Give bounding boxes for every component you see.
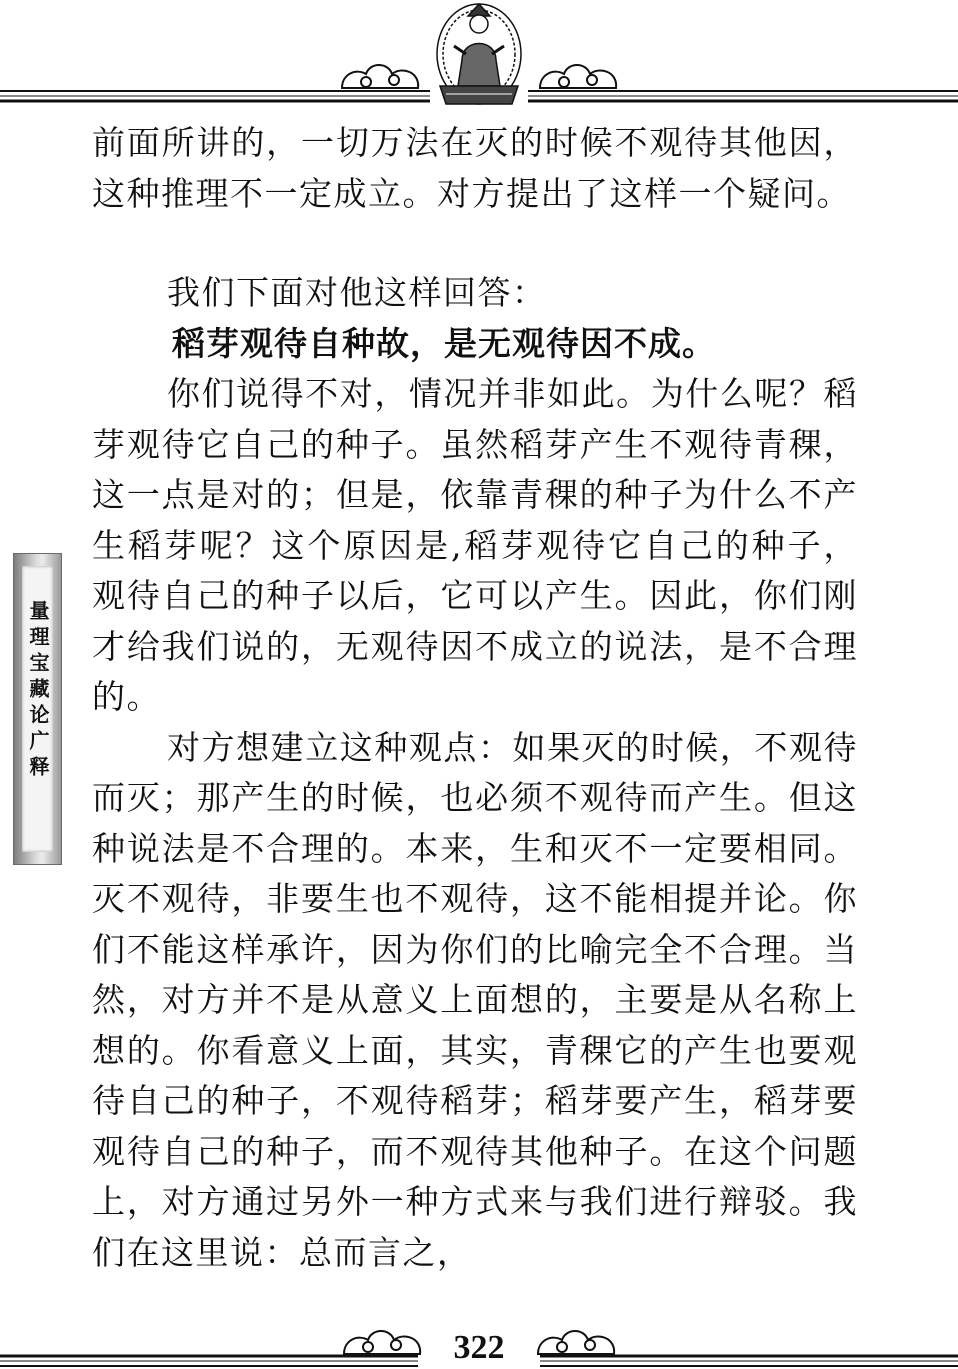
cloud-left-icon bbox=[342, 65, 418, 88]
cloud-right-icon bbox=[540, 65, 616, 88]
side-tab-inner bbox=[22, 566, 53, 852]
paragraph: 你们说得不对，情况并非如此。为什么呢？稻芽观待它自己的种子。虽然稻芽产生不观待青稞，这一点是对的；但是，依靠青稞的种子为什么不产生稻芽呢？这个原因是,稻芽观待它自己的种子，观待自己的种子以后，它可以产生。因此，你们刚才给我们说的，无观待因不成立的说法，是不合理的。 bbox=[92, 374, 858, 716]
book-title-vertical: 量理宝藏论广释 bbox=[26, 600, 50, 782]
text-body bbox=[92, 118, 858, 1278]
deity-figure-icon bbox=[437, 4, 521, 104]
side-tab bbox=[13, 553, 62, 865]
paragraph: 对方想建立这种观点：如果灭的时候，不观待而灭；那产生的时候，也必须不观待而产生。但这种说法是不合理的。本来，生和灭不一定要相同。灭不观待，非要生也不观待，这不能相提并论。你们不能这样承许，因为你们的比喻完全不合理。当然，对方并不是从意义上面想的，主要是从名称上想的。你看意义上面，其实，青稞它的产生也要观待自己的种子，不观待稻芽；稻芽要产生，稻芽要观待自己的种子，而不观待其他种子。在这个问题上，对方通过另外一种方式来与我们进行辩驳。我们在这里说：总而言之， bbox=[92, 727, 858, 1272]
page-number: 322 bbox=[453, 1329, 505, 1366]
paragraph: 前面所讲的，一切万法在灭的时候不观待其他因，这种推理不一定成立。对方提出了这样一个疑问。 bbox=[92, 123, 858, 213]
footer-cloud-left-icon bbox=[344, 1331, 420, 1354]
footer-cloud-right-icon bbox=[538, 1331, 614, 1354]
verse-quote: 稻芽观待自种故，是无观待因不成。 bbox=[172, 323, 716, 363]
paragraph: 我们下面对他这样回答： bbox=[167, 273, 547, 312]
header-ornament bbox=[0, 0, 958, 110]
